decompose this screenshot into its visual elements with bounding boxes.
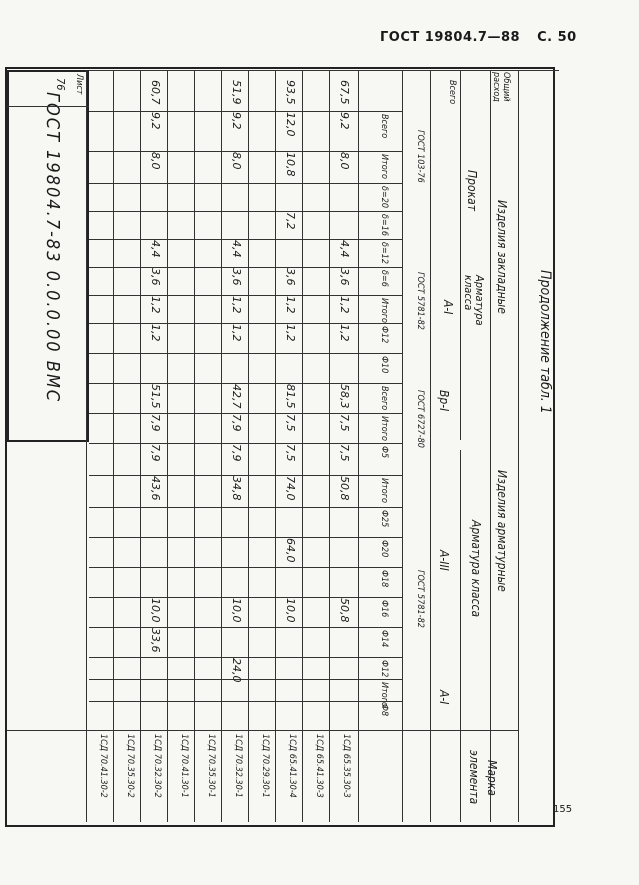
table-cell: 74,0 — [284, 476, 297, 501]
row-mark: 1СД 70.35.30-2 — [125, 734, 135, 798]
column-header: Ф8 — [379, 704, 389, 717]
table-cell: 7,5 — [284, 414, 297, 432]
rotated-table — [7, 70, 559, 822]
table-cell: 42,7 — [230, 384, 243, 409]
table-cell: 8,0 — [338, 152, 351, 170]
table-cell: 8,0 — [149, 152, 162, 170]
total-label: Всего — [447, 80, 457, 105]
column-header: Ф14 — [379, 630, 389, 648]
table-cell: 7,5 — [338, 414, 351, 432]
table-cell: 3,6 — [230, 268, 243, 286]
table-cell: 9,2 — [149, 112, 162, 130]
table-cell-grand-total: 93,5 — [284, 80, 297, 105]
column-header: δ=20 — [379, 186, 389, 209]
column-header: Итого — [379, 298, 389, 323]
table-cell: 7,9 — [230, 414, 243, 432]
stamp-code: ГОСТ 19804.7-83 0.0.0.00 ВМС — [42, 92, 63, 404]
column-header: Итого — [379, 682, 389, 707]
table-cell: 10,0 — [284, 598, 297, 623]
column-header: Ф12 — [379, 326, 389, 344]
table-cell: 50,8 — [338, 598, 351, 623]
row-mark: 1СД 70.41.30-2 — [98, 734, 108, 798]
gost-6727: ГОСТ 6727-80 — [415, 390, 425, 448]
sheet-number: 76 — [54, 78, 67, 91]
armature-items-label: Изделия арматурные — [495, 470, 509, 592]
row-mark: 1СД 65.41.30-4 — [287, 734, 297, 798]
sheet-label: Лист — [74, 74, 84, 95]
column-header: Ф16 — [379, 600, 389, 618]
title-divider — [518, 70, 519, 822]
row-mark: 1СД 70.32.30-2 — [152, 734, 162, 798]
column-header: δ=12 — [379, 242, 389, 265]
class-vr1: Вр-I — [437, 390, 451, 412]
table-cell: 1,2 — [149, 296, 162, 314]
table-continuation: Продолжение табл. 1 — [537, 270, 553, 414]
table-cell: 43,6 — [149, 476, 162, 501]
column-header: Итого — [379, 478, 389, 503]
table-cell: 1,2 — [338, 296, 351, 314]
column-header: Итого — [379, 154, 389, 179]
embedded-items-label: Изделия закладные — [495, 200, 509, 314]
page-ref: С. 50 — [537, 30, 577, 45]
column-header: Ф20 — [379, 540, 389, 558]
column-header: Ф5 — [379, 446, 389, 459]
table-cell: 1,2 — [230, 296, 243, 314]
column-header: Итого — [379, 416, 389, 441]
page-number: 155 — [553, 804, 573, 815]
table-cell: 64,0 — [284, 538, 297, 563]
rolled-label: Прокат — [465, 170, 479, 212]
brand-label-2: элемента — [467, 750, 481, 805]
table-cell: 3,6 — [149, 268, 162, 286]
column-header: δ=16 — [379, 214, 389, 237]
armature-class-label: Арматура класса — [469, 520, 483, 618]
class-a1: А-I — [437, 690, 451, 705]
table-cell-grand-total: 60,7 — [149, 80, 162, 105]
table-cell: 7,9 — [149, 444, 162, 462]
gost-5781-a: ГОСТ 5781-82 — [415, 570, 425, 628]
table-cell: 7,9 — [149, 414, 162, 432]
brand-label-1: Марка — [485, 760, 499, 796]
page-header — [380, 30, 577, 45]
column-header: Всего — [379, 386, 389, 411]
table-cell-grand-total: 51,9 — [230, 80, 243, 105]
table-cell: 1,2 — [338, 324, 351, 342]
table-cell: 7,9 — [230, 444, 243, 462]
total-consumption-label: Общий расход — [491, 72, 511, 102]
table-cell: 1,2 — [284, 324, 297, 342]
a1-class-label: Арматура класса — [462, 275, 486, 326]
class-a3: А-III — [437, 550, 451, 571]
row-mark: 1СД 70.32.30-1 — [233, 734, 243, 798]
table-cell: 7,5 — [284, 444, 297, 462]
table-cell: 4,4 — [149, 240, 162, 258]
table-cell: 8,0 — [230, 152, 243, 170]
table-cell: 4,4 — [230, 240, 243, 258]
table-cell: 4,4 — [338, 240, 351, 258]
table-cell: 34,8 — [230, 476, 243, 501]
table-cell: 33,6 — [149, 628, 162, 653]
table-cell: 24,0 — [230, 658, 243, 683]
table-cell: 1,2 — [149, 324, 162, 342]
column-header: Ф12 — [379, 660, 389, 678]
table-cell: 1,2 — [284, 296, 297, 314]
row-mark: 1СД 65.41.30-3 — [314, 734, 324, 798]
table-cell: 58,3 — [338, 384, 351, 409]
table-cell: 3,6 — [284, 268, 297, 286]
gost-ref: ГОСТ 19804.7—88 — [380, 30, 521, 45]
row-mark: 1СД 70.35.30-1 — [206, 734, 216, 798]
table-cell: 7,5 — [338, 444, 351, 462]
column-header: Всего — [379, 114, 389, 139]
column-header: δ=6 — [379, 270, 389, 287]
column-header: Ф10 — [379, 356, 389, 374]
gost-103: ГОСТ 103-76 — [415, 130, 425, 183]
row-mark: 1СД 65.35.30-3 — [341, 734, 351, 798]
table-cell: 9,2 — [338, 112, 351, 130]
column-header: Ф18 — [379, 570, 389, 588]
class-a1-embedded: А-I — [441, 300, 455, 315]
table-cell: 81,5 — [284, 384, 297, 409]
gost-5781-b: ГОСТ 5781-82 — [415, 272, 425, 330]
table-cell: 9,2 — [230, 112, 243, 130]
column-header: Ф25 — [379, 510, 389, 528]
row-mark: 1СД 70.41.30-1 — [179, 734, 189, 798]
table-cell: 10,0 — [149, 598, 162, 623]
table-cell: 10,8 — [284, 152, 297, 177]
table-cell: 12,0 — [284, 112, 297, 137]
table-cell: 7,2 — [284, 212, 297, 230]
table-cell: 50,8 — [338, 476, 351, 501]
table-cell: 3,6 — [338, 268, 351, 286]
row-mark: 1СД 70.29.30-1 — [260, 734, 270, 798]
table-cell: 51,5 — [149, 384, 162, 409]
table-cell: 10,0 — [230, 598, 243, 623]
table-cell-grand-total: 67,5 — [338, 80, 351, 105]
table-cell: 1,2 — [230, 324, 243, 342]
